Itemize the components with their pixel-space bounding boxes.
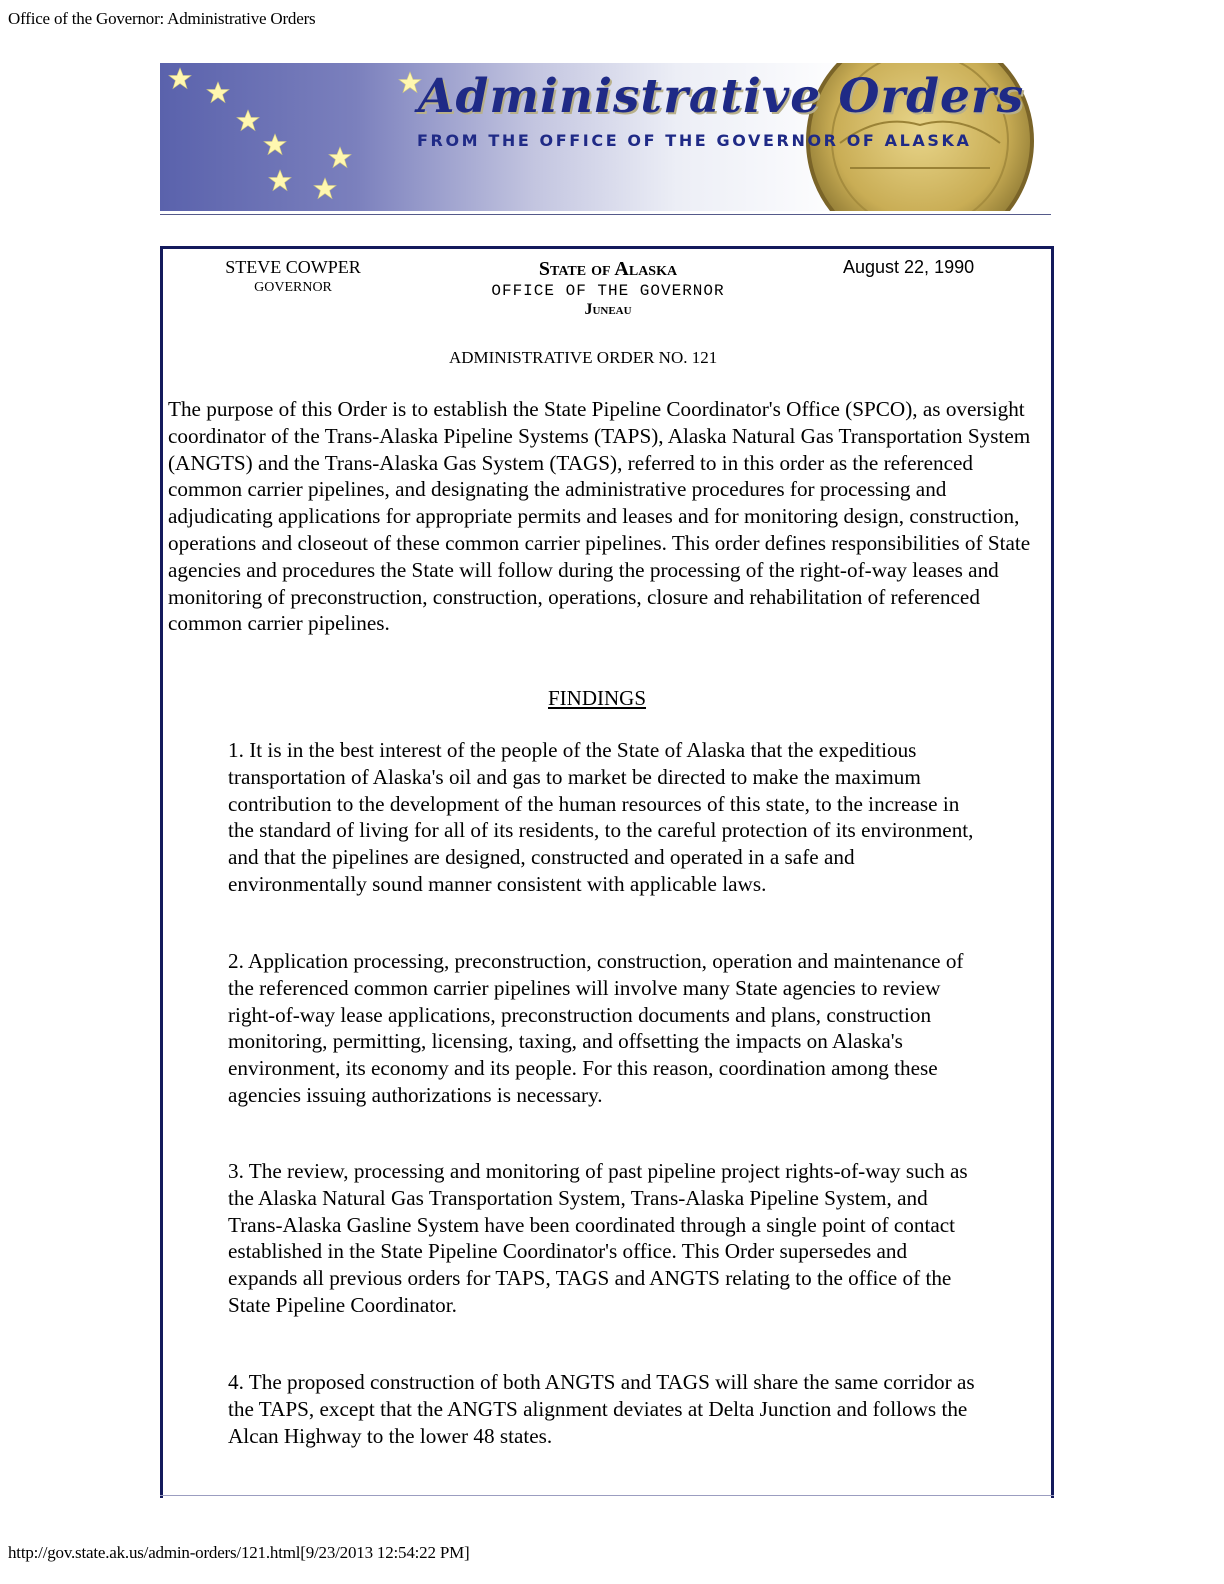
star-icon xyxy=(314,178,336,199)
finding-item: 1. It is in the best interest of the people of the State of Alaska that the expeditious transportation of Alaska's oil and gas to market be directed to make the maximum contribution to the development of the human resources of this state, to the increase in the standard of living for all of its residents, to the careful protection of its environment, and that the pipelines are designed, constructed and operated in a safe and environmentally sound manner consistent with applicable laws. xyxy=(228,738,974,896)
purpose-paragraph: The purpose of this Order is to establish the State Pipeline Coordinator's Office (SPCO), as oversight coordinator of the Trans-Alaska Pipeline Systems (TAPS), Alaska Natural Gas Transportation System (ANGTS) and the Trans-Alaska Gas System (TAGS), referred to in this order as the referenced common carrier pipelines, and designating the administrative procedures for processing and adjudicating applications for appropriate permits and leases and for monitoring design, construction, operations and closeout of these common carrier pipelines. This order defines responsibilities of State agencies and procedures the State will follow during the processing of the right-of-way leases and monitoring of preconstruction, construction, operations, closure and rehabilitation of referenced common carrier pipelines. xyxy=(168,397,1031,636)
finding-item: 3. The review, processing and monitoring of past pipeline project rights-of-way such as the Alaska Natural Gas Transportation System, Trans-Alaska Pipeline System, and Trans-Alaska Gasline System have been coordinated through a single point of contact established in the State Pipeline Coordinator's office. This Order supersedes and expands all previous orders for TAPS, TAGS and ANGTS relating to the office of the State Pipeline Coordinator. xyxy=(228,1159,968,1317)
governor-name: STEVE COWPER xyxy=(225,257,361,277)
finding-item: 2. Application processing, preconstruction, construction, operation and maintenance of the referenced common carrier pipelines will involve many State agencies to review right-of-way lease applications, preconstruction documents and plans, construction monitoring, permitting, licensing, taxing, and offsetting the impacts on Alaska's environment, its economy and its people. For this reason, coordination among these agencies issuing authorizations is necessary. xyxy=(228,949,964,1107)
star-icon xyxy=(237,110,259,131)
star-icon xyxy=(207,82,229,103)
order-number: ADMINISTRATIVE ORDER NO. 121 xyxy=(449,348,718,367)
banner-subtitle: FROM THE OFFICE OF THE GOVERNOR OF ALASKA xyxy=(417,131,972,150)
banner xyxy=(160,63,1051,211)
letterhead xyxy=(440,258,776,319)
finding-item: 4. The proposed construction of both ANGTS and TAGS will share the same corridor as the TAPS, except that the ANGTS alignment deviates at Delta Junction and follows the Alcan Highway to the lower 48 states. xyxy=(228,1370,975,1448)
star-icon xyxy=(169,68,191,89)
page-footer: http://gov.state.ak.us/admin-orders/121.html[9/23/2013 12:54:22 PM] xyxy=(8,1543,470,1562)
banner-title: Administrative Orders xyxy=(418,69,1025,124)
document-frame-bottom xyxy=(160,1495,1054,1496)
office-name: OFFICE OF THE GOVERNOR xyxy=(491,282,725,300)
findings-heading: FINDINGS xyxy=(548,686,647,710)
star-icon xyxy=(329,147,351,168)
order-date: August 22, 1990 xyxy=(843,257,975,277)
banner-rule xyxy=(160,214,1051,215)
governor-title: GOVERNOR xyxy=(254,280,332,295)
state-name: State of Alaska xyxy=(538,258,678,280)
star-icon xyxy=(264,134,286,155)
governor-block xyxy=(220,257,366,296)
page-header: Office of the Governor: Administrative Orders xyxy=(8,9,316,28)
star-icon xyxy=(269,170,291,191)
city-name: Juneau xyxy=(584,301,632,318)
